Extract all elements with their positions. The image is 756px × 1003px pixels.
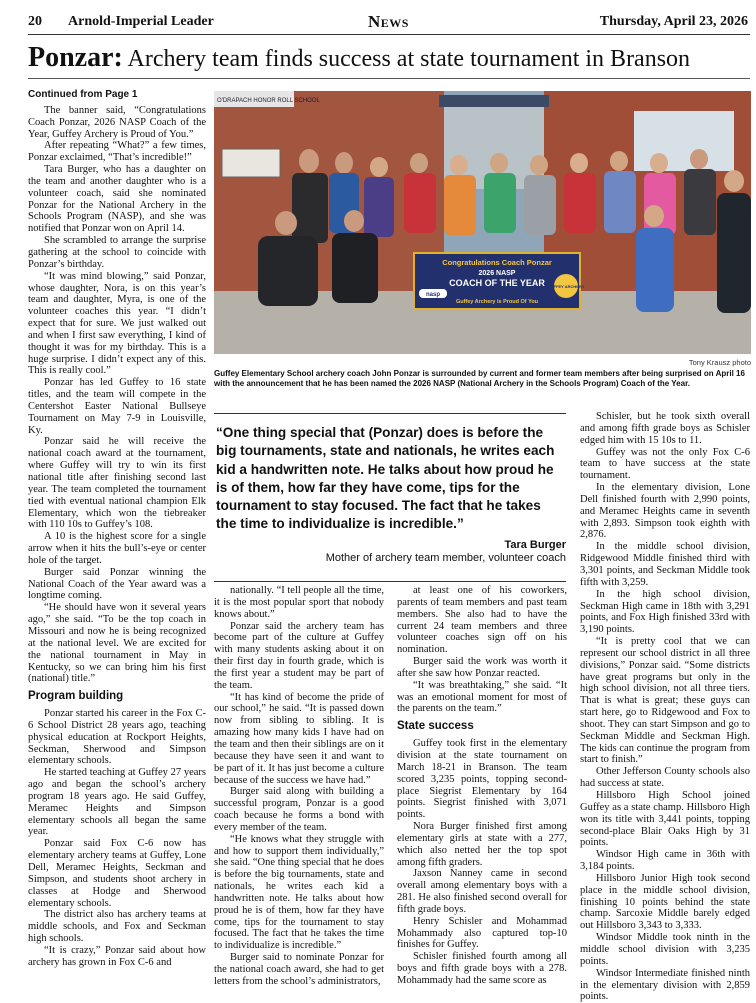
article-paragraph: The banner said, “Congratulations Coach Ponzar, 2026 NASP Coach of the Year, Guffey Archery is Proud of You.” <box>28 104 206 140</box>
article-paragraph: In the elementary division, Lone Dell finished fourth with 2,990 points, and Meramec Heights came in seventh with 2,893. Simpson took eighth with 2,876. <box>580 482 750 541</box>
article-paragraph: Tara Burger, who has a daughter on the team and another daughter who is a volunteer coach, said she nominated Ponzar for the National Archery in the Schools Program (NASP), and she was notified that Ponzar won on April 14. <box>28 164 206 235</box>
article-paragraph: Burger said to nominate Ponzar for the national coach award, she had to get letters from the school’s administrators, <box>214 952 384 987</box>
article-column-4 <box>580 411 750 1003</box>
col2-paragraphs <box>214 585 384 988</box>
sign-line-2: 2026 NASP <box>478 270 516 277</box>
school-sign-text: O'DRAPACH HONOR ROLL SCHOOL <box>217 98 320 104</box>
col1-paragraphs <box>28 105 206 685</box>
article-paragraph: A 10 is the highest score for a single arrow when it hits the bull’s-eye or center hole of the target. <box>28 531 206 566</box>
article-paragraph: Burger said Ponzar winning the National Coach of the Year award was a longtime coming. <box>28 566 206 602</box>
article-paragraph: Windsor Middle took ninth in the middle school division with 3,235 points. <box>580 932 750 967</box>
photo-credit: Tony Krausz photo <box>688 358 751 367</box>
subheading-state-success: State success <box>397 720 474 733</box>
article-paragraph: Burger said along with building a successful program, Ponzar is a good coach because he forms a bond with every member of the team. <box>214 786 384 833</box>
article-paragraph: Burger said the work was worth it after she saw how Ponzar reacted. <box>397 656 567 679</box>
pull-quote <box>214 413 566 582</box>
article-paragraph: “He should have won it several years ago,” she said. “To be the top coach in Missouri and now he is being recognized at the national level. We are excited for the national tournament in May in Kentucky, so we can bring him his first (national) title.” <box>28 602 206 685</box>
section-name: News <box>368 12 409 31</box>
article-paragraph: “It has kind of become the pride of our school,” he said. “It is passed down now from sibling to sibling. It is amazing how many kids I have had on the team and then their siblings are on it because they have seen it and want to be part of it. It has just become a culture because of the success we have had.” <box>214 691 384 786</box>
article-paragraph: She scrambled to arrange the surprise gathering at the school to coincide with Ponzar’s birthday. <box>28 235 206 270</box>
sign-line-4: Guffey Archery is Proud Of You <box>455 299 539 305</box>
pull-quote-name: Tara Burger <box>504 538 566 551</box>
pull-quote-text: “One thing special that (Ponzar) does is before the big tournaments, state and nationals, he writes each kid a handwritten note. He talks about how proud he is of them, how far they have come, tips for the tournament to stay focused. The fact that he takes the time to individualize is incredible.” <box>216 425 555 532</box>
article-paragraph: Guffey took first in the elementary division at the state tournament on March 18-21 in Branson. The team scored 3,235 points, topping second-place Siegrist Elementary by 164 points. Siegrist finished with 3,071 points. <box>397 738 567 821</box>
article-paragraph: Ponzar said the archery team has become part of the culture at Guffey with many students asking about it on their first day in fourth grade, which is the first year a student may be part of the team. <box>214 620 384 691</box>
headline <box>28 42 750 74</box>
article-paragraph: After repeating “What?” a few times, Ponzar exclaimed, “That’s incredible!” <box>28 140 206 164</box>
article-paragraph: Ponzar has led Guffey to 16 state titles, and the team will compete in the Centershot Easter National Bullseye Tournament on May 7-9 in Louisville, Ky. <box>28 377 206 436</box>
article-paragraph: Other Jefferson County schools also had success at state. <box>580 766 750 790</box>
article-paragraph: “It was mind blowing,” said Ponzar, whose daughter, Nora, is on this year’s team and daughter, Myra, is one of the volunteer coaches this year. “I didn’t expect that for sure. We just walked out and when I first saw everything, I kind of thought it was for my birthday. This is a huge surprise. I didn’t expect any of this. This is really cool.” <box>28 270 206 377</box>
article-paragraph: Henry Schisler and Mohammad Mohammady also captured top-10 finishes for Guffey. <box>397 915 567 951</box>
article-paragraph: Schisler, but he took sixth overall and among fifth grade boys as Schisler edged him with 15 10s to 11. <box>580 411 750 446</box>
article-paragraph: In the middle school division, Ridgewood Middle finished third with 3,301 points, and Seckman Middle took fifth with 3,259. <box>580 541 750 588</box>
article-paragraph: Ponzar started his career in the Fox C-6 School District 28 years ago, teaching physical education at Rockport Heights, Seckman, Sherwood and Simpson elementary schools. <box>28 708 206 767</box>
article-paragraph: nationally. “I tell people all the time, it is the most popular sport that nobody knows about.” <box>214 585 384 620</box>
article-paragraph: Ponzar said he will receive the national coach award at the tournament, where Guffey will try to win its first national title after finishing second last year. The team completed the tournament tied with eventual national champion Elk Elementary, which won the tiebreaker with 110 10s to Guffey’s 108. <box>28 436 206 531</box>
article-paragraph: The district also has archery teams at middle schools, and Fox and Seckman high schools. <box>28 909 206 945</box>
paper-name: Arnold-Imperial Leader <box>68 14 214 29</box>
article-column-2 <box>214 585 384 988</box>
page-header <box>28 12 750 34</box>
photo-caption: Guffey Elementary School archery coach John Ponzar is surrounded by current and former team members after being surprised on April 16 with the announcement that he has been named the 2026 NASP (National Archery in the Schools Program) Coach of the Year. <box>214 369 745 388</box>
sign-line-3: COACH OF THE YEAR <box>449 278 545 288</box>
article-paragraph: He started teaching at Guffey 27 years ago and began the school’s archery program 18 years ago. He said Guffey, Meramec Heights and Simpson elementary schools all began the same year. <box>28 767 206 838</box>
headline-rule <box>28 78 750 79</box>
col3-paragraphs <box>397 585 567 715</box>
pull-quote-role: Mother of archery team member, volunteer coach <box>325 551 566 564</box>
sign-logo: nasp <box>425 292 441 298</box>
issue-date: Thursday, April 23, 2026 <box>599 14 748 29</box>
article-paragraph: Guffey was not the only Fox C-6 team to have success at the state tournament. <box>580 446 750 482</box>
article-paragraph: Windsor High came in 36th with 3,184 points. <box>580 849 750 873</box>
article-paragraph: “It was breathtaking,” she said. “It was an emotional moment for most of the parents on the team.” <box>397 679 567 715</box>
article-paragraph: Ponzar said Fox C-6 now has elementary archery teams at Guffey, Lone Dell, Meramec Heights, Seckman and Simpson, and students shoot archery in classes at Hodge and Sherwood elementary schools. <box>28 838 206 909</box>
article-column-1 <box>28 89 206 969</box>
col4-paragraphs <box>580 411 750 1003</box>
col3-paragraphs-2 <box>397 738 567 987</box>
article-paragraph: Schisler finished fourth among all boys and fifth grade boys with a 278. Mohammady had the same score as <box>397 951 567 986</box>
article-paragraph: Hillsboro High School joined Guffey as a state champ. Hillsboro High won its title with 3,441 points, topping second-place Blair Oaks High by 31 points. <box>580 790 750 849</box>
sign-badge: GUFFEY ARCHERY <box>547 284 585 289</box>
header-rule <box>28 34 750 35</box>
article-paragraph: Nora Burger finished first among elementary girls at state with a 277, which also netted her the top spot among fifth graders. <box>397 821 567 868</box>
sign-title: Congratulations Coach Ponzar <box>442 258 552 267</box>
page-number: 20 <box>28 14 42 29</box>
article-paragraph: “It is pretty cool that we can represent our school district in all three divisions,” Ponzar said. “Some districts have great programs but only in the high school division, not all three tiers. That is what is great; these guys can start here, go to Ridgewood and Fox to shoot. They can start Simpson and go to Seckman Middle and Seckman High. The kids can continue the program from start to finish.” <box>580 636 750 766</box>
headline-title: Archery team finds success at state tournament in Branson <box>127 46 691 72</box>
continued-label: Continued from Page 1 <box>28 89 138 100</box>
article-paragraph: Jaxson Nanney came in second overall among elementary boys with a 281. He also finished second overall for fifth grade boys. <box>397 868 567 915</box>
team-photo <box>214 91 751 354</box>
team-photo-illustration <box>214 91 751 354</box>
col1-paragraphs-2 <box>28 708 206 969</box>
article-paragraph: In the high school division, Seckman High came in 18th with 3,291 points, and Fox High finished 33rd with 3,190 points. <box>580 588 750 636</box>
article-paragraph: “It is crazy,” Ponzar said about how archery has grown in Fox C-6 and <box>28 944 206 968</box>
article-paragraph: at least one of his coworkers, parents of team members and past team members. She also had to have the current 24 team members and three volunteer coaches sign off on his nomination. <box>397 585 567 656</box>
headline-kicker: Ponzar: <box>28 42 123 73</box>
article-paragraph: Hillsboro Junior High took second place in the middle school division, finishing 10 points behind the state champ. Sarcoxie Middle barely edged out Hillsboro 3,343 to 3,333. <box>580 872 750 932</box>
article-paragraph: “He knows what they struggle with and how to support them individually,” she said. “One thing special that he does is before the big tournaments, state and nationals, he writes each kid a handwritten note. He talks about how proud he is of them, how far they have come, tips for the tournament to stay focused. The fact that he takes the time to individualize is incredible.” <box>214 833 384 952</box>
subheading-program-building: Program building <box>28 690 124 703</box>
article-column-3 <box>397 585 567 987</box>
article-paragraph: Windsor Intermediate finished ninth in the elementary division with 2,859 points. <box>580 967 750 1003</box>
